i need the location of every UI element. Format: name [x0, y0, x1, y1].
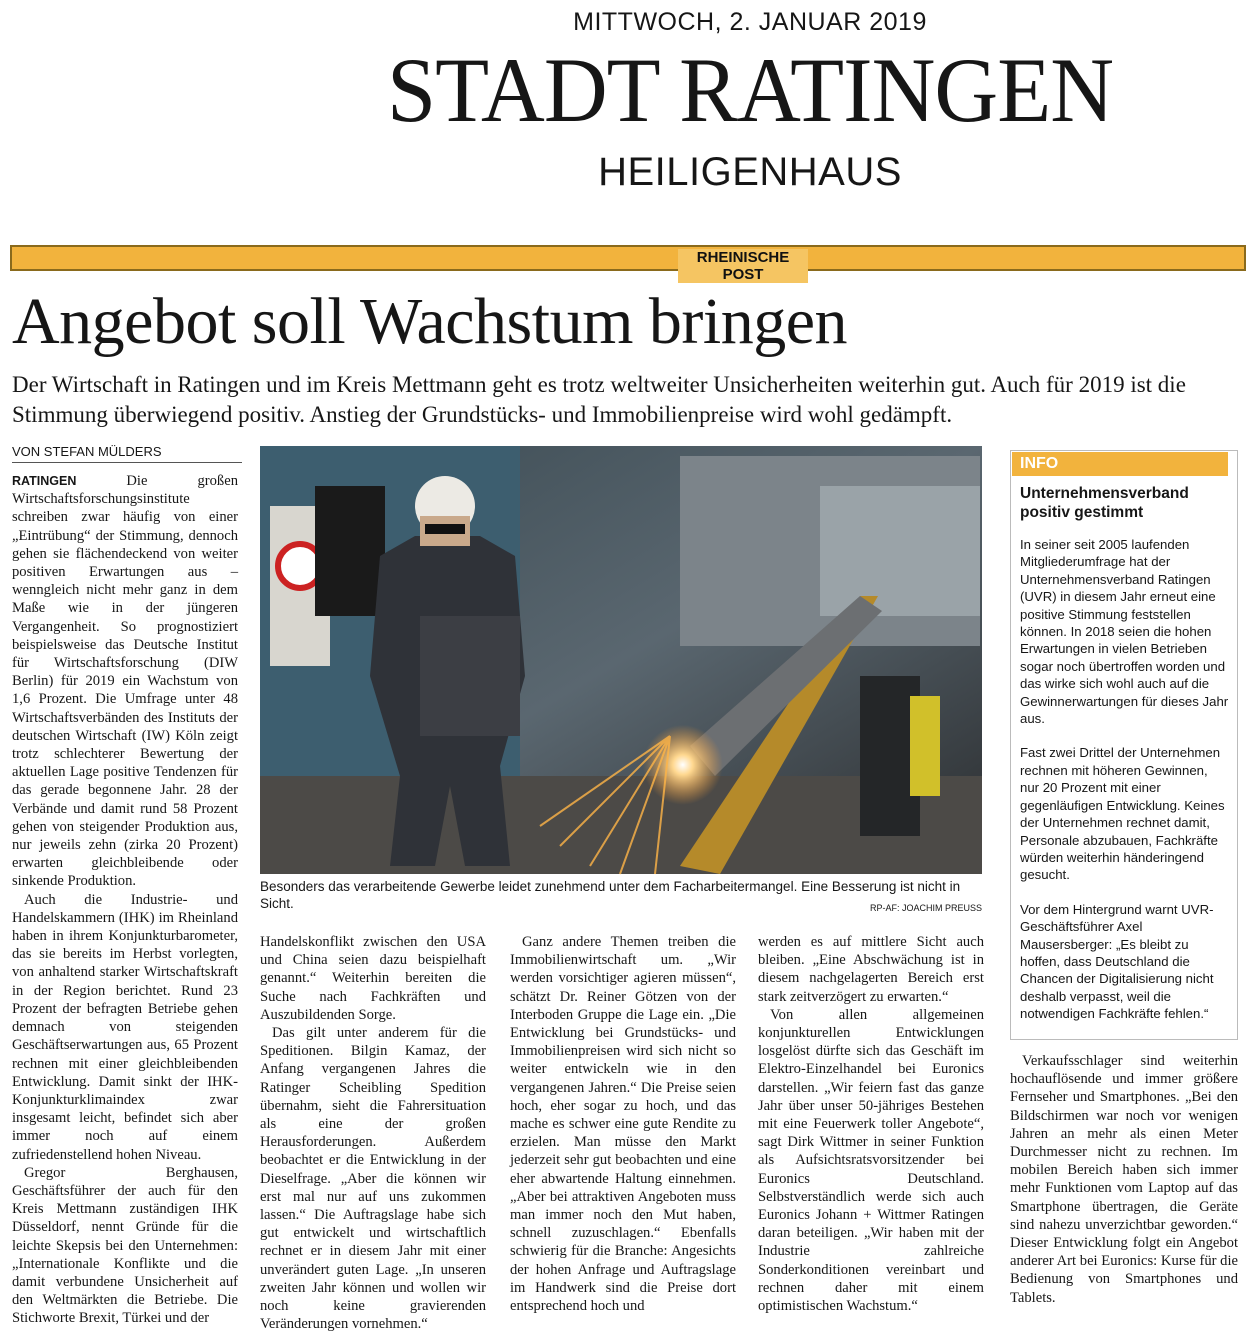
publication-name: RHEINISCHE POST — [678, 249, 808, 283]
info-title: Unternehmensverband positiv gestimmt — [1020, 485, 1189, 521]
paragraph: Handelskonflikt zwischen den USA und China seien dazu beispielhaft genannt.“ Weiterhin bereiten die Suche nach Fachkräften und Auszubildenden Sorge. — [260, 934, 486, 1023]
paragraph: Auch die Industrie- und Handelskammern (IHK) im Rheinland haben in ihrem Konjunkturbarometer, das sie bereits im Herbst vorlegten, von anhaltend starker Wirtschaftskraft in der Region berichtet. Rund 23 Prozent der befragten Betriebe gehen demnach von steigenden Geschäftserwartungen aus, 65 Prozent rechnen mit einer gleichbleibenden Entwicklung. Damit sinkt der IHK-Konjunkturklimaindex zwar insgesamt leicht, befindet sich aber immer noch auf einem zufriedenstellend hohen Niveau. — [12, 891, 238, 1163]
local-edition: HEILIGENHAUS — [598, 150, 902, 194]
author-divider — [12, 462, 242, 463]
info-body — [1020, 536, 1230, 1040]
publication-bar — [10, 245, 1246, 271]
paragraph — [12, 472, 238, 891]
paragraph-text: Die großen Wirtschaftsforschungsinstitute schreiben zwar häufig von einer „Eintrübung“ der Stimmung, dennoch gehen sie flächendeckend von weiter positiven Erwartungen aus – wenngleich nicht mehr ganz in dem Maße wie in der jüngeren Vergangenheit. So prognostiziert beispielsweise das Deutsche Institut für Wirtschaftsforschung (DIW Berlin) für 2019 ein Wachstum von 1,6 Prozent. Die Umfrage unter 48 Wirtschaftsverbänden des Instituts der deutschen Wirtschaft (IW) Köln zeigt trotz schlechterer Bewertung der aktuellen Lage positive Tendenzen für das gerade begonnene Jahr. 28 der Verbände und damit rund 58 Prozent gehen von steigender Produktion aus, nur jeweils zehn (zirka 20 Prozent) erwarten gleichbleibende oder sinkende Produktion. — [12, 473, 238, 890]
dateline: RATINGEN — [12, 474, 77, 488]
paragraph: Verkaufsschlager sind weiterhin hochauflösende und immer größere Fernseher und Smartphones. „Bei den Bildschirmen war noch vor wenigen Jahren an mehr als einen Meter Durchmesser nicht zu rechnen. Im mobilen Bereich haben sich immer mehr Funktionen vom Laptop auf das Smartphone übertragen, die Geräte sind nahezu unverzichtbar geworden.“ Dieser Entwicklung folgt ein Angebot anderer Art bei Euronics: Kurse für die Bedienung von Smartphones und Tablets. — [1010, 1053, 1238, 1306]
paragraph: Das gilt unter anderem für die Speditionen. Bilgin Kamaz, der Anfang vergangenen Jahres die Ratinger Scheibling Spedition übernahm, sieht die Fahrersituation als eine der großen Herausforderungen. Außerdem beobachtet er die Entwicklung in der Dieselfrage. „Aber die können wir erst mal nur auf uns zukommen lassen.“ Die Auftragslage habe sich gut entwickelt und wirtschaftlich rechnet er in diesem Jahr mit einer unverändert guten Lage. „In unseren zweiten Jahr können und wollen wir noch keine gravierenden Veränderungen vornehmen.“ — [260, 1025, 486, 1333]
info-paragraph: Fast zwei Drittel der Unternehmen rechnen mit höheren Gewinnen, nur 20 Prozent mit einer gegenläufigen Entwicklung. Keines der Unternehmen rechnet damit, Personale abzubauen, Fachkräfte würden weiterhin händeringend gesucht. — [1020, 745, 1225, 883]
article-column-1 — [12, 472, 238, 1327]
article-column-3 — [510, 933, 736, 1315]
article-column-5 — [1010, 1052, 1238, 1306]
article-column-4 — [758, 933, 984, 1315]
masthead: STADT RATINGEN — [386, 39, 1114, 141]
photo-credit: RP-AF: JOACHIM PREUSS — [870, 903, 983, 913]
issue-date: MITTWOCH, 2. JANUAR 2019 — [573, 8, 927, 36]
paragraph: werden es auf mittlere Sicht auch bleiben. „Eine Abschwächung ist in diesem nachgelagerten Bereich erst stark zeitverzögert zu erwarten.“ — [758, 934, 984, 1005]
paragraph: Gregor Berghausen, Geschäftsführer der auch für den Kreis Mettmann zuständigen IHK Düsseldorf, nennt Gründe für die leichte Skepsis bei den Unternehmen: „Internationale Konflikte und die damit verbundene Unsicherheit auf den Weltmärkten die Betriebe. Die Stichworte Brexit, Türkei und der — [12, 1164, 238, 1327]
info-paragraph: Vor dem Hintergrund warnt UVR-Geschäftsführer Axel Mausersberger: „Es bleibt zu hoffen, dass Deutschland die Chancen der Digitalisierung nicht deshalb verpasst, weil die notwendigen Fachkräfte fehlen.“ — [1020, 901, 1214, 1022]
paragraph: Von allen allgemeinen konjunkturellen Entwicklungen losgelöst dürfte sich das Geschäft im Elektro-Einzelhandel bei Euronics darstellen. „Wir feiern fast das ganze Jahr über unser 50-jähriges Bestehen mit eine Feuerwerk toller Angebote“, sagt Dirk Wittmer in seiner Funktion als Aufsichtsratsvorsitzender bei Euronics Deutschland. Selbstverständlich werde sich auch Euronics Johann + Wittmer Ratingen daran beteiligen. „Wir haben mit der Industrie zahlreiche Sonderkonditionen vereinbart und rechnen daher mit einem optimistischen Wachstum.“ — [758, 1006, 984, 1315]
info-label: INFO — [1012, 452, 1228, 476]
article-column-2 — [260, 933, 486, 1333]
article-teaser: Der Wirtschaft in Ratingen und im Kreis Mettmann geht es trotz weltweiter Unsicherheiten weiterhin gut. Auch für 2019 ist die Stimmung überwiegend positiv. Anstieg der Grundstücks- und Immobilienpreise wird wohl gedämpft. — [12, 372, 1186, 427]
info-paragraph: In seiner seit 2005 laufenden Mitgliederumfrage hat der Unternehmensverband Ratingen (UVR) in diesem Jahr erneut eine positive Stimmung feststellen können. In 2018 seien die hohen Erwartungen in vielen Betrieben sogar noch übertroffen worden und das wirke sich wohl auch auf die Gewinnerwartungen für dieses Jahr aus. — [1020, 537, 1229, 727]
article-headline: Angebot soll Wachstum bringen — [12, 285, 848, 358]
article-author: VON STEFAN MÜLDERS — [12, 444, 162, 459]
article-photo — [260, 446, 982, 874]
photo-caption: Besonders das verarbeitende Gewerbe leidet zunehmend unter dem Facharbeitermangel. Eine Besserung ist nicht in Sicht. — [260, 879, 961, 911]
paragraph: Ganz andere Themen treiben die Immobilienwirtschaft um. „Wir werden vorsichtiger agieren müssen“, schätzt Dr. Reiner Götzen von der Interboden Gruppe die Lage ein. „Die Entwicklung bei Grundstücks- und Immobilienpreisen wird sich nicht so weiter entwickeln wie in den vergangenen Jahren.“ Die Preise seien hoch, eher sogar zu hoch, und das mache es schwer eine gute Rendite zu erzielen. Man müsse den Markt jederzeit sehr gut beobachten und eine eher abwartende Haltung einnehmen. „Aber bei attraktiven Angeboten muss man immer noch den Mut haben, schnell zuzuschlagen.“ Ebenfalls schwierig für die Branche: Angesichts der hohen Anfrage und Auftragslage im Handwerk sind die Preise dort entsprechend hoch und — [510, 934, 736, 1315]
